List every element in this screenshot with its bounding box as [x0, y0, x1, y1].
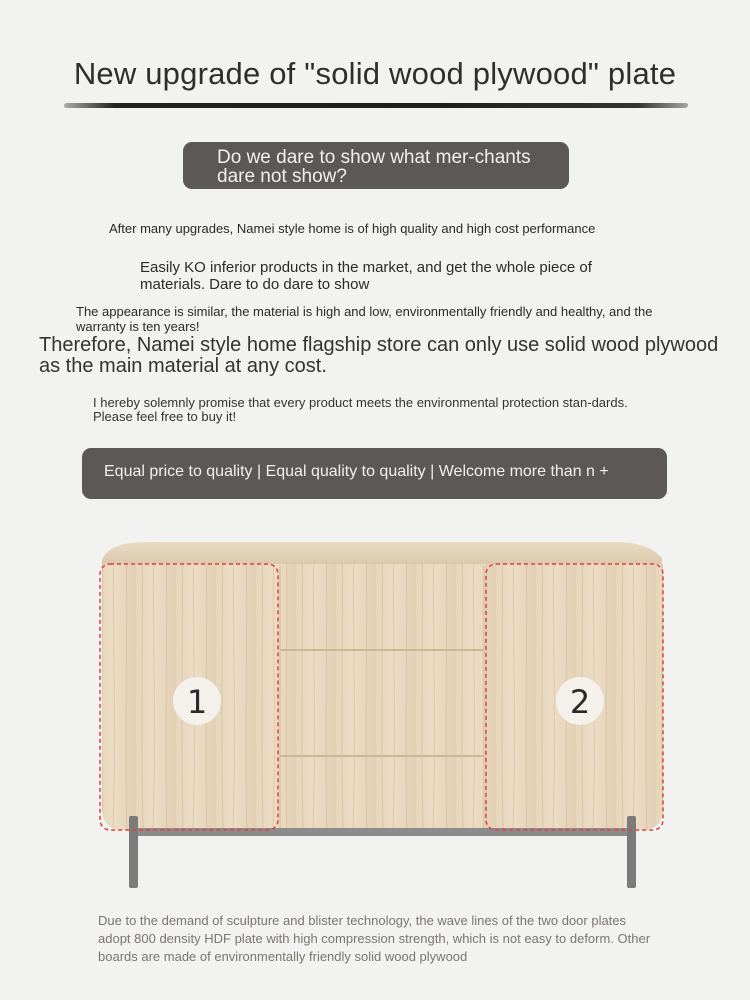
appearance-text: The appearance is similar, the material is high and low, environmentally friendly and healthy, and the warranty is ten years!	[76, 304, 653, 334]
leg-left	[129, 816, 138, 888]
therefore-text: Therefore, Namei style home flagship store can only use solid wood plywood as the main material at any cost.	[39, 334, 719, 377]
cabinet-top	[102, 542, 662, 566]
marker-2	[556, 677, 604, 725]
sideboard-image	[96, 540, 671, 892]
caption-text: Due to the demand of sculpture and blister technology, the wave lines of the two door plates adopt 800 density HDF plate with high compression strength, which is not easy to deform. Other boards are made of environmentally friendly solid wood plywood	[98, 913, 651, 964]
marker-1	[173, 677, 221, 725]
page-title: New upgrade of "solid wood plywood" plate	[73, 56, 677, 91]
quality-pill	[82, 448, 667, 499]
leg-right	[627, 816, 636, 888]
marker-2-label: 2	[569, 683, 591, 721]
quality-pill-text: Equal price to quality | Equal quality to quality | Welcome more than n +	[104, 463, 609, 480]
base-bar	[136, 828, 631, 836]
headline-pill	[183, 142, 569, 189]
brush-underline	[64, 103, 689, 108]
upgrades-text: After many upgrades, Namei style home is of high quality and high cost performance	[109, 221, 596, 236]
headline-pill-text: Do we dare to show what mer-chants dare not show?	[217, 147, 531, 187]
ko-text: Easily KO inferior products in the market, and get the whole piece of materials. Dare to do dare to show	[140, 259, 592, 293]
promise-text: I hereby solemnly promise that every product meets the environmental protection stan-dards. Please feel free to buy it!	[93, 395, 628, 424]
marker-1-label: 1	[186, 683, 208, 721]
